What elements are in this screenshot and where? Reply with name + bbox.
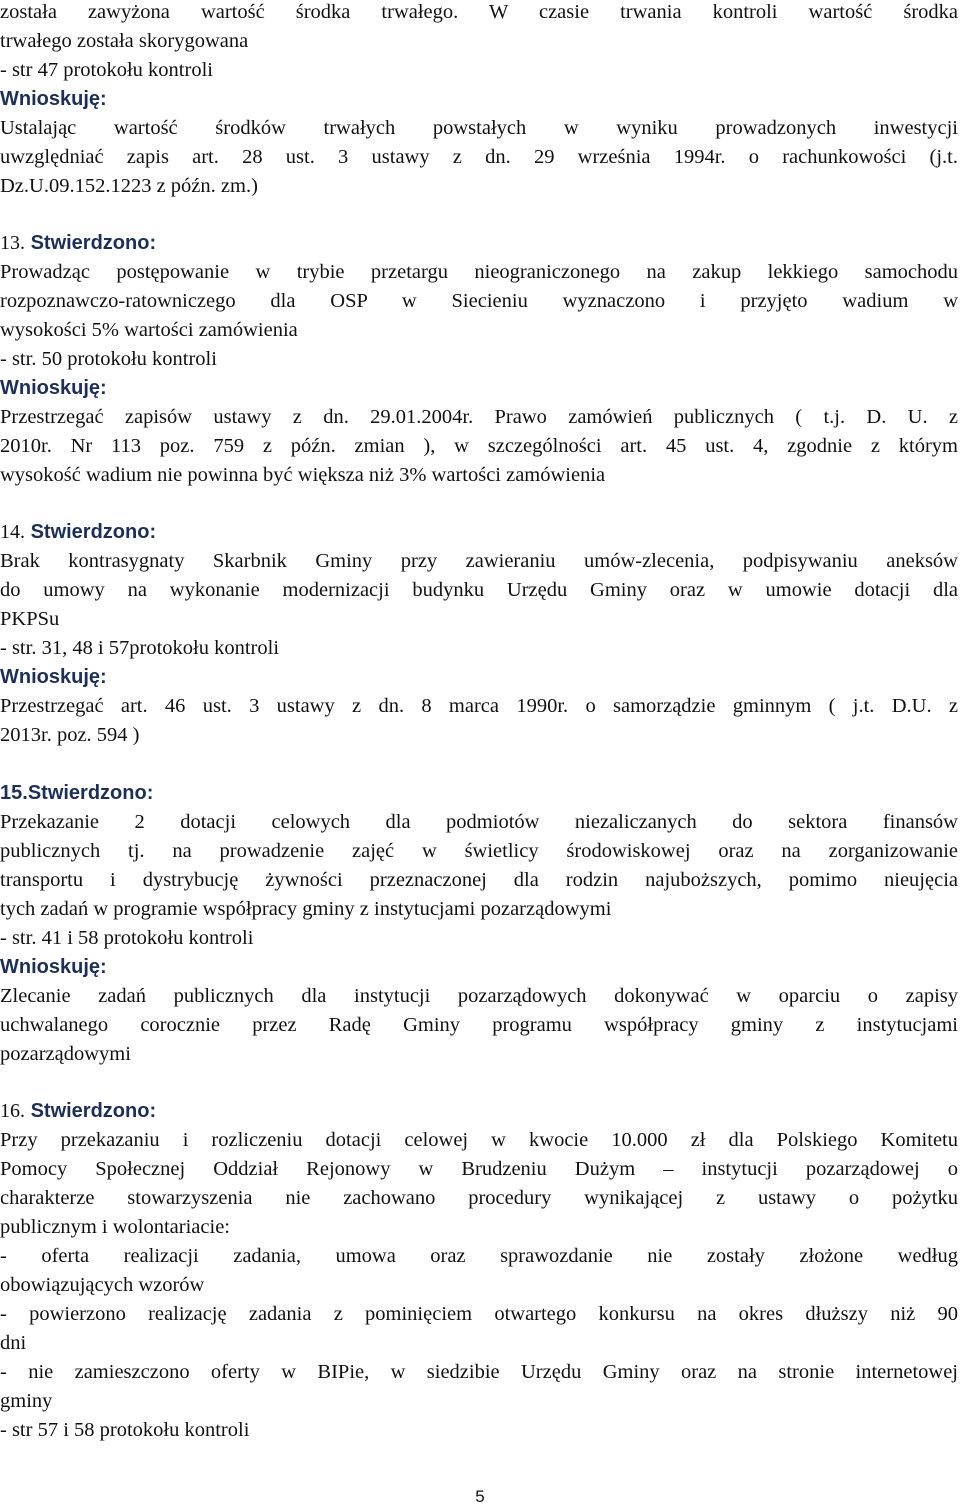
finding-heading-14 [0,520,156,544]
finding-text: rozpoznawczo-ratowniczego dla OSP w Siecieniu wyznaczono i przyjęto wadium w [0,290,958,312]
finding-text: PKPSu [0,608,60,630]
recommendation-text: uchwalanego corocznie przez Radę Gminy programu współpracy gminy z instytucjami [0,1014,958,1036]
recommendation-text: pozarządowymi [0,1043,131,1065]
finding-text: Brak kontrasygnaty Skarbnik Gminy przy zawieraniu umów-zlecenia, podpisywaniu aneksów [0,550,958,572]
finding-label: Stwierdzono: [27,782,154,804]
finding-bullet: - oferta realizacji zadania, umowa oraz sprawozdanie nie zostały złożone według [0,1245,958,1267]
recommendation-heading: Wnioskuję: [0,377,107,399]
finding-text: Przy przekazaniu i rozliczeniu dotacji celowej w kwocie 10.000 zł dla Polskiego Komitetu [0,1129,958,1151]
finding-text: Pomocy Społecznej Oddział Rejonowy w Brudzeniu Dużym – instytucji pozarządowej o [0,1158,958,1180]
recommendation-text: wysokość wadium nie powinna być większa niż 3% wartości zamówienia [0,464,606,486]
finding-label: Stwierdzono: [30,232,157,254]
recommendation-heading: Wnioskuję: [0,956,107,978]
section-number: 13. [0,232,25,254]
finding-text: tych zadań w programie współpracy gminy z instytucjami pozarządowymi [0,898,612,920]
finding-bullet: dni [0,1332,27,1354]
protocol-reference: - str. 50 protokołu kontroli [0,348,217,370]
recommendation-text: Przestrzegać art. 46 ust. 3 ustawy z dn. 8 marca 1990r. o samorządzie gminnym ( j.t. D.U. z [0,695,958,717]
recommendation-text: Ustalając wartość środków trwałych powstałych w wyniku prowadzonych inwestycji [0,117,958,139]
finding-bullet: - powierzono realizację zadania z pominięciem otwartego konkursu na okres dłuższy niż 90 [0,1303,958,1325]
recommendation-heading: Wnioskuję: [0,88,107,110]
finding-text: charakterze stowarzyszenia nie zachowano procedury wynikającej z ustawy o pożytku [0,1187,958,1209]
finding-label: Stwierdzono: [30,521,157,543]
section-number: 16. [0,1100,25,1122]
protocol-reference: - str 47 protokołu kontroli [0,59,213,81]
finding-text: publicznych tj. na prowadzenie zajęć w świetlicy środowiskowej oraz na zorganizowanie [0,840,958,862]
protocol-reference: - str 57 i 58 protokołu kontroli [0,1419,250,1441]
finding-heading-13 [0,231,156,255]
recommendation-heading: Wnioskuję: [0,666,107,688]
recommendation-text: 2010r. Nr 113 poz. 759 z późn. zmian ), w szczególności art. 45 ust. 4, zgodnie z którym [0,435,958,457]
finding-text: transportu i dystrybucję żywności przeznaczonej dla rodzin najuboższych, pomimo nieujęcia [0,869,958,891]
recommendation-text: Przestrzegać zapisów ustawy z dn. 29.01.2004r. Prawo zamówień publicznych ( t.j. D. U. z [0,406,958,428]
recommendation-text: Dz.U.09.152.1223 z późn. zm.) [0,175,258,197]
finding-bullet: obowiązujących wzorów [0,1274,205,1296]
finding-bullet: - nie zamieszczono oferty w BIPie, w siedzibie Urzędu Gminy oraz na stronie internetowej [0,1361,958,1383]
protocol-reference: - str. 41 i 58 protokołu kontroli [0,927,254,949]
section-number: 15. [0,782,28,804]
page-number: 5 [475,1487,485,1506]
recommendation-text: Zlecanie zadań publicznych dla instytucji pozarządowych dokonywać w oparciu o zapisy [0,985,958,1007]
protocol-reference: - str. 31, 48 i 57protokołu kontroli [0,637,280,659]
intro-text-line: trwałego została skorygowana [0,30,249,52]
finding-text: publicznym i wolontariacie: [0,1216,230,1238]
finding-text: Przekazanie 2 dotacji celowych dla podmiotów niezaliczanych do sektora finansów [0,811,958,833]
finding-bullet: gminy [0,1390,53,1412]
recommendation-text: uwzględniać zapis art. 28 ust. 3 ustawy z dn. 29 września 1994r. o rachunkowości (j.t. [0,146,958,168]
finding-heading-15 [0,781,153,805]
finding-text: wysokości 5% wartości zamówienia [0,319,298,341]
finding-text: do umowy na wykonanie modernizacji budynku Urzędu Gminy oraz w umowie dotacji dla [0,579,958,601]
finding-label: Stwierdzono: [30,1100,157,1122]
finding-text: Prowadząc postępowanie w trybie przetargu nieograniczonego na zakup lekkiego samochodu [0,261,958,283]
finding-heading-16 [0,1099,156,1123]
recommendation-text: 2013r. poz. 594 ) [0,724,140,746]
section-number: 14. [0,521,25,543]
intro-text-line: została zawyżona wartość środka trwałego. W czasie trwania kontroli wartość środka [0,1,958,23]
